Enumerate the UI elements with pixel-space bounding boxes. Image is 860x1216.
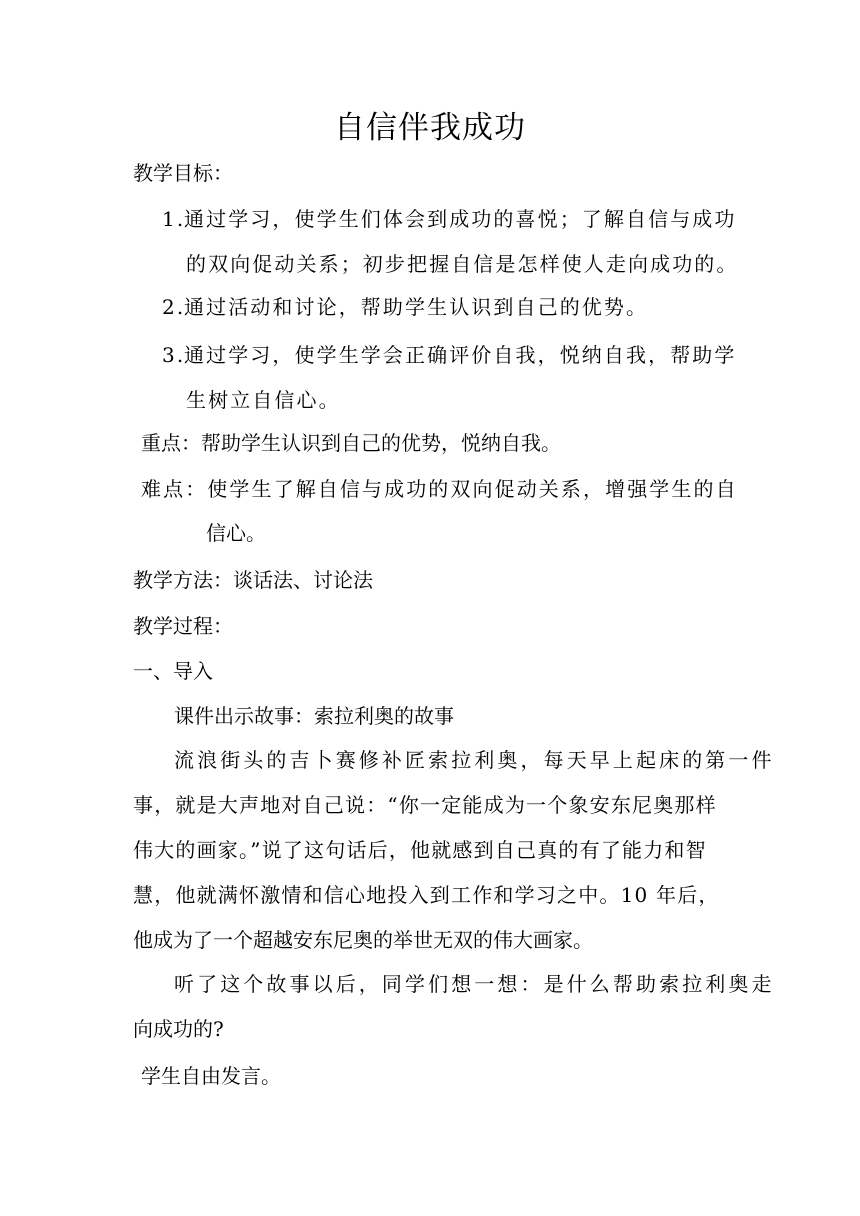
objective-3-number: 3. [162,343,186,367]
document-title: 自信伴我成功 [334,110,526,146]
objective-2-line-1 [162,292,648,322]
objective-1-line-1 [162,204,737,234]
objective-3-line-2: 生树立自信心。 [186,388,341,412]
key-point: 重点：帮助学生认识到自己的优势，悦纳自我。 [141,431,561,455]
objective-1-text: 通过学习，使学生们体会到成功的喜悦；了解自信与成功 [184,207,737,231]
story-line-3: 伟大的画家。”说了这句话后，他就感到自己真的有了能力和智 [133,838,707,862]
story-line-2: 事，就是大声地对自己说：“你一定能成为一个象安东尼奥那样 [133,793,717,817]
question-line-1: 听了这个故事以后，同学们想一想：是什么帮助索拉利奥走 [174,972,775,996]
process-heading: 教学过程： [133,614,233,638]
objectives-heading: 教学目标： [133,161,233,185]
story-line-1: 流浪街头的吉卜赛修补匠索拉利奥，每天早上起床的第一件 [174,748,775,772]
student-response: 学生自由发言。 [141,1064,281,1088]
objective-2-number: 2. [162,295,186,319]
objective-2-text: 通过活动和讨论，帮助学生认识到自己的优势。 [184,295,649,319]
story-line-5: 他成为了一个超越安东尼奥的举世无双的伟大画家。 [133,928,593,952]
objective-1-line-2: 的双向促动关系；初步把握自信是怎样使人走向成功的。 [186,252,739,276]
difficulty-line-2: 信心。 [206,521,266,545]
story-line-4: 慧，他就满怀激情和信心地投入到工作和学习之中。10 年后， [133,883,720,907]
teaching-method: 教学方法：谈话法、讨论法 [133,568,373,592]
objective-3-text: 通过学习，使学生学会正确评价自我，悦纳自我，帮助学 [184,343,737,367]
objective-1-number: 1. [162,207,186,231]
difficulty-line-1: 难点：使学生了解自信与成功的双向促动关系，增强学生的自 [141,477,738,501]
section-heading-intro: 一、导入 [133,659,213,683]
objective-3-line-1 [162,340,737,370]
question-line-2: 向成功的? [133,1017,224,1041]
courseware-line: 课件出示故事：索拉利奥的故事 [174,704,454,728]
